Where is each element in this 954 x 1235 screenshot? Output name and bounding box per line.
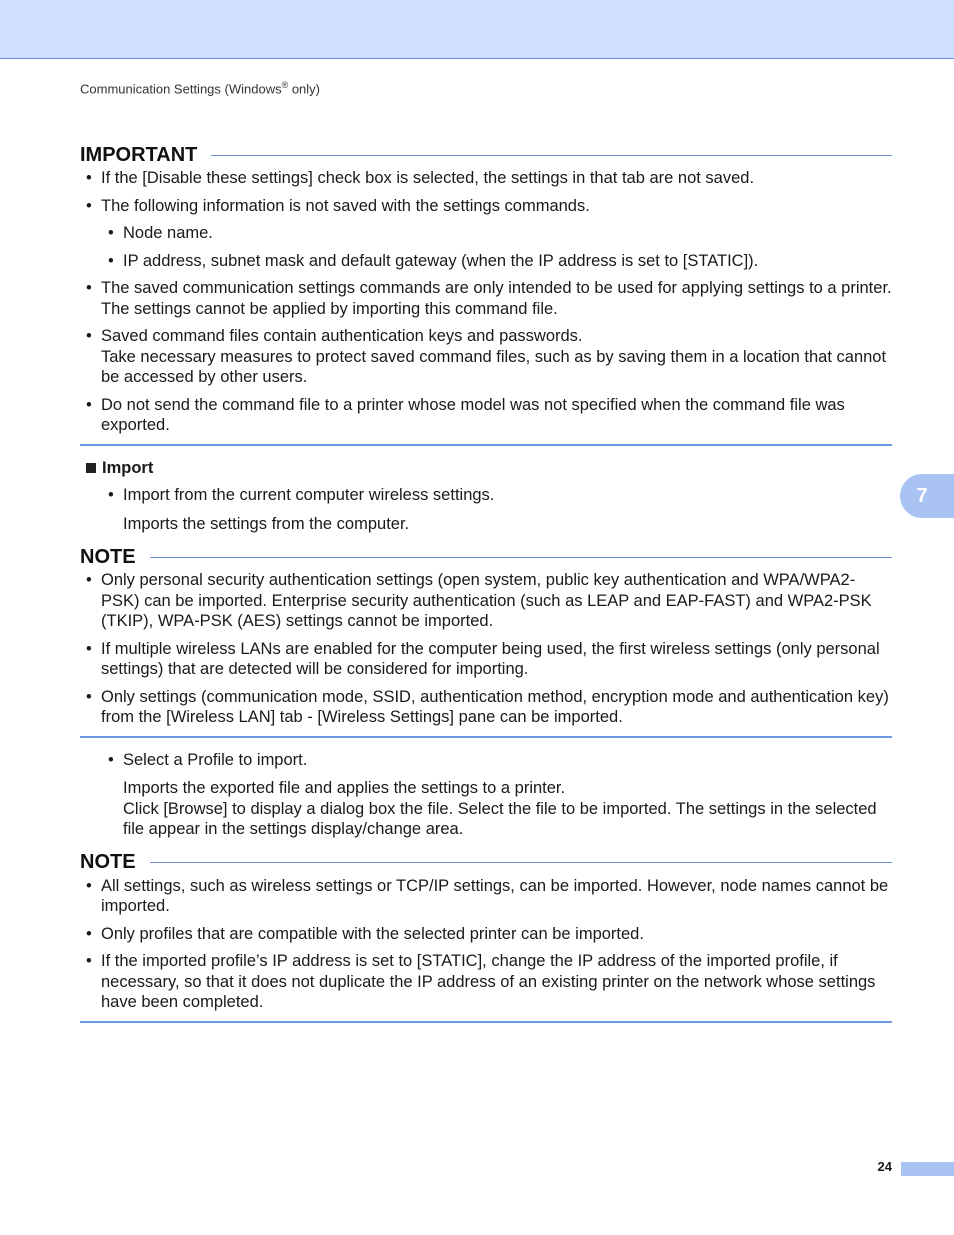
list-item: • The following information is not saved with the settings commands. <box>80 196 892 217</box>
important-box <box>80 142 892 446</box>
page-content <box>80 142 892 1023</box>
note-box <box>80 544 892 738</box>
paragraph-line: Imports the exported file and applies the settings to a printer. <box>123 779 566 797</box>
list-item: • Only profiles that are compatible with the selected printer can be imported. <box>80 924 892 945</box>
paragraph <box>80 778 892 840</box>
list-item: • Import from the current computer wireless settings. <box>80 485 892 506</box>
paragraph: Imports the settings from the computer. <box>123 514 410 533</box>
note-title: NOTE <box>80 545 136 568</box>
page-number: 24 <box>877 1159 892 1174</box>
list-item-line: Take necessary measures to protect saved command files, such as by saving them in a location that cannot be accessed by other users. <box>101 347 887 386</box>
import-heading <box>80 458 892 479</box>
list-item: • If the imported profile’s IP address is set to [STATIC], change the IP address of the imported profile, if necessary, so that it does not duplicate the IP address of an existing printer on the network whose settings have been completed. <box>80 951 892 1013</box>
list-item-line: • Saved command files contain authentication keys and passwords. <box>101 327 583 345</box>
running-header <box>80 80 320 96</box>
list-item <box>80 326 892 388</box>
square-bullet-icon <box>86 463 96 473</box>
page-number-bar <box>901 1162 954 1176</box>
chapter-tab[interactable]: 7 <box>900 474 954 518</box>
list-item: • Do not send the command file to a printer whose model was not specified when the command file was exported. <box>80 395 892 436</box>
list-item: • Only personal security authentication settings (open system, public key authentication and WPA/WPA2-PSK) can be imported. Enterprise security authentication (such as LEAP and EAP-FAST) and WPA2-PSK (TKIP), WPA-PSK (AES) settings cannot be imported. <box>80 570 892 632</box>
import-heading-label: Import <box>102 458 154 477</box>
title-rule <box>211 155 892 156</box>
list-item: • If the [Disable these settings] check box is selected, the settings in that tab are not saved. <box>80 168 892 189</box>
important-title: IMPORTANT <box>80 143 198 166</box>
title-rule <box>150 862 892 863</box>
list-item: • Only settings (communication mode, SSID, authentication method, encryption mode and authentication key) from the [Wireless LAN] tab - [Wireless Settings] pane can be imported. <box>80 687 892 728</box>
running-title-pre: Communication Settings (Windows <box>80 81 282 97</box>
registered-mark: ® <box>281 80 289 90</box>
note-box <box>80 850 892 1023</box>
list-item: • All settings, such as wireless settings or TCP/IP settings, can be imported. However, node names cannot be imported. <box>80 876 892 917</box>
sub-list-item: • IP address, subnet mask and default gateway (when the IP address is set to [STATIC]). <box>102 251 892 272</box>
sub-list-item: • Node name. <box>102 223 892 244</box>
list-item: • If multiple wireless LANs are enabled for the computer being used, the first wireless settings (only personal settings) that are detected will be considered for importing. <box>80 639 892 680</box>
list-item: • The saved communication settings commands are only intended to be used for applying settings to a printer. The settings cannot be applied by importing this command file. <box>80 278 892 319</box>
title-rule <box>150 557 892 558</box>
running-title-post: only) <box>288 81 321 97</box>
note-title: NOTE <box>80 851 136 874</box>
list-item: • Select a Profile to import. <box>80 750 892 771</box>
paragraph-line: Click [Browse] to display a dialog box the file. Select the file to be imported. The settings in the selected file appear in the settings display/change area. <box>123 799 877 838</box>
header-band <box>0 0 954 59</box>
